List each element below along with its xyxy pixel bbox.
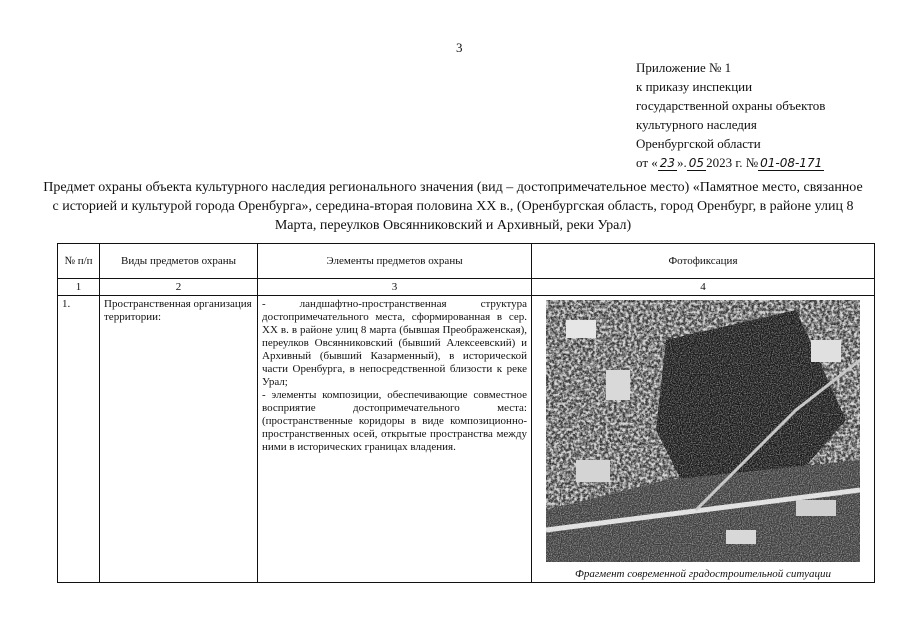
- page-number: 3: [456, 40, 463, 55]
- protection-elements: [258, 296, 532, 583]
- header-cell-photo: Фотофиксация: [532, 244, 875, 279]
- appendix-date-line: [636, 153, 825, 173]
- appendix-line: к приказу инспекции: [636, 79, 753, 94]
- column-number: 2: [100, 279, 258, 296]
- column-number: 1: [58, 279, 100, 296]
- date-prefix: от «: [636, 155, 658, 170]
- appendix-block: [636, 58, 825, 173]
- protection-table: [57, 243, 875, 583]
- table-row: [58, 296, 875, 583]
- header-cell-elements: Элементы предметов охраны: [258, 244, 532, 279]
- header-cell-number: № п/п: [58, 244, 100, 279]
- photo-cell: [532, 296, 875, 583]
- appendix-line: Приложение № 1: [636, 60, 732, 75]
- column-number: 4: [532, 279, 875, 296]
- element-item: - элементы композиции, обеспечивающие совместное восприятие достопримечательного места: (пространственные коридоры в виде композиционно-пространственных осей, открытые пространства между ними в исторических границах владения.: [262, 389, 527, 453]
- order-number: 01-08-171: [760, 156, 823, 170]
- aerial-photo: [546, 300, 860, 562]
- date-day: 23: [659, 156, 676, 170]
- appendix-line: государственной охраны объектов: [636, 98, 826, 113]
- document-title: Предмет охраны объекта культурного наследия регионального значения (вид – достопримечательное место) «Памятное место, связанное с историей и культурой города Оренбурга», середина-вторая половина XX в., (Оренбургская область, город Оренбург, в районе улиц 8 Марта, переулков Овсянниковский и Архивный, реки Урал): [43, 180, 863, 233]
- header-cell-type: Виды предметов охраны: [100, 244, 258, 279]
- element-item: - ландшафтно-пространственная структура достопримечательного места, сформированная в сер. XX в. в районе улиц 8 марта (бывшая Преображенская), переулков Овсянниковский (бывший Алексеевский) и Архивный (бывший Казарменный), в исторической части Оренбурга, в непосредственной близости к реке Урал;: [262, 298, 527, 388]
- date-month: 05: [688, 156, 705, 170]
- row-number: 1.: [58, 296, 100, 583]
- column-number: 3: [258, 279, 532, 296]
- table-header-row: [58, 244, 875, 279]
- date-year: 2023 г. №: [706, 155, 759, 170]
- appendix-line: культурного наследия: [636, 117, 757, 132]
- photo-caption: Фрагмент современной градостроительной ситуации: [575, 568, 831, 580]
- protection-type: Пространственная организация территории:: [100, 296, 258, 583]
- appendix-line: Оренбургской области: [636, 136, 761, 151]
- date-mid: ».: [677, 155, 687, 170]
- column-number-row: [58, 279, 875, 296]
